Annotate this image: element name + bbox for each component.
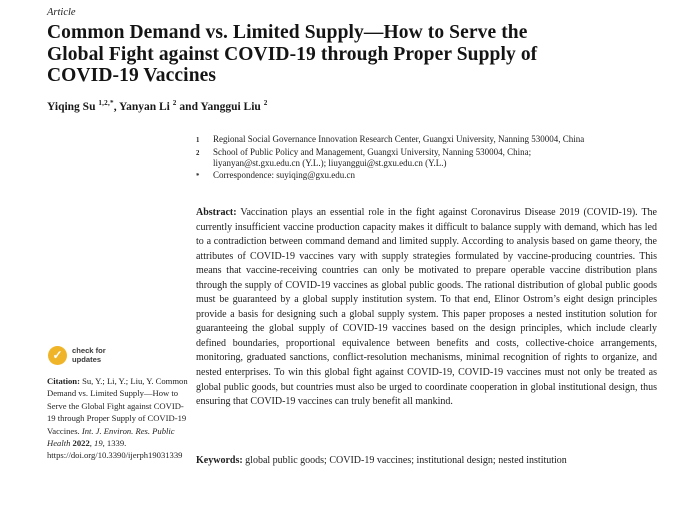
keywords-label: Keywords: (196, 455, 243, 466)
citation-authors-title: Su, Y.; Li, Y.; Liu, Y. Common Demand vs. Limited Supply—How to Serve the Global Fight against COVID-19 through Proper Supply of COVID-19 Vaccines. (47, 376, 188, 436)
title-line-1: Common Demand vs. Limited Supply—How to Serve the (47, 22, 528, 43)
article-type-label: Article (47, 7, 76, 18)
abstract-text: Vaccination plays an essential role in the fight against Coronavirus Disease 2019 (COVID-19). The currently insufficient vaccine production capacity makes it difficult to balance supply with demand, which has led to a contradiction between command demand and limited supply. According to analysis based on game theory, the attributes of COVID-19 vaccines vary with supply strategies formulated by vaccine-producing countries. This means that vaccine-receiving countries can only be motivated to prepare operable vaccine distribution plans through the supply of COVID-19 vaccines as global public goods. The rational distribution of global public goods must be guaranteed by a global supply institution system. To that end, Elinor Ostrom’s eight design principles provide a basis for designing such a global supply system. This paper proposes a nested institution solution for guaranteeing the global supply of COVID-19 vaccines based on the design principles, which include clearly defined boundaries, proportional equivalence between benefits and costs, collective-choice arrangements, monitoring, graduated sanctions, conflict-resolution mechanisms, minimal recognition of rights to organize, and nested enterprises. To win this global fight against COVID-19, COVID-19 vaccines must not only be treated as global public goods, but countries must also be urged to coordinate cooperation in global institutional design, thus ensuring that COVID-19 vaccines can truly benefit all mankind. (196, 207, 657, 408)
citation-year: 2022 (72, 438, 90, 449)
citation-volume: 19 (94, 438, 103, 449)
citation-block (47, 375, 189, 462)
affiliation-1 (196, 134, 650, 147)
author-name-2: , Yanyan Li (113, 100, 173, 113)
affiliation-2-marker: 2 (196, 149, 200, 157)
citation-label: Citation: (47, 376, 80, 386)
author-affmark-3: 2 (263, 99, 268, 107)
affiliation-2 (196, 147, 650, 170)
citation-journal: Int. J. Environ. Res. Public Health (47, 425, 175, 449)
affiliation-2-line-1: School of Public Policy and Management, Guangxi University, Nanning 530004, China; (213, 146, 532, 157)
paper-title (47, 22, 637, 87)
authors-line (47, 99, 268, 113)
keywords-line (196, 455, 657, 466)
abstract-label: Abstract: (196, 207, 237, 218)
check-for-updates-badge[interactable] (48, 346, 106, 365)
affiliation-1-text: Regional Social Governance Innovation Research Center, Guangxi University, Nanning 530004, China (213, 134, 585, 144)
keywords-text: global public goods; COVID-19 vaccines; institutional design; nested institution (242, 455, 567, 466)
title-line-2: Global Fight against COVID-19 through Proper Supply of (47, 43, 538, 65)
checkmark-icon (48, 346, 67, 365)
checkmark-glyph: ✓ (52, 348, 63, 362)
author-affmark-1: 1,2,* (98, 99, 114, 107)
badge-label-line-1: check for (72, 345, 106, 355)
citation-pages-doi: , 1339. https://doi.org/10.3390/ijerph19031339 (47, 438, 183, 461)
affiliation-1-marker: 1 (196, 137, 200, 144)
correspondence-text: Correspondence: suyiqing@gxu.edu.cn (213, 169, 356, 180)
author-name-1: Yiqing Su (47, 100, 99, 113)
abstract-paragraph (196, 206, 657, 410)
author-affmark-2: 2 (172, 99, 177, 107)
correspondence (196, 170, 650, 183)
affiliation-2-text (213, 147, 650, 170)
badge-label (72, 347, 106, 365)
citation-comma: , (89, 438, 95, 449)
affiliations-block (196, 134, 650, 182)
author-name-3: and Yanggui Liu (176, 100, 264, 113)
affiliation-2-line-2: liyanyan@st.gxu.edu.cn (Y.L.); liuyanggui@st.gxu.edu.cn (Y.L.) (213, 158, 447, 169)
correspondence-marker: * (196, 172, 200, 180)
badge-label-line-2: updates (72, 354, 102, 364)
title-line-3: COVID-19 Vaccines (47, 65, 217, 86)
